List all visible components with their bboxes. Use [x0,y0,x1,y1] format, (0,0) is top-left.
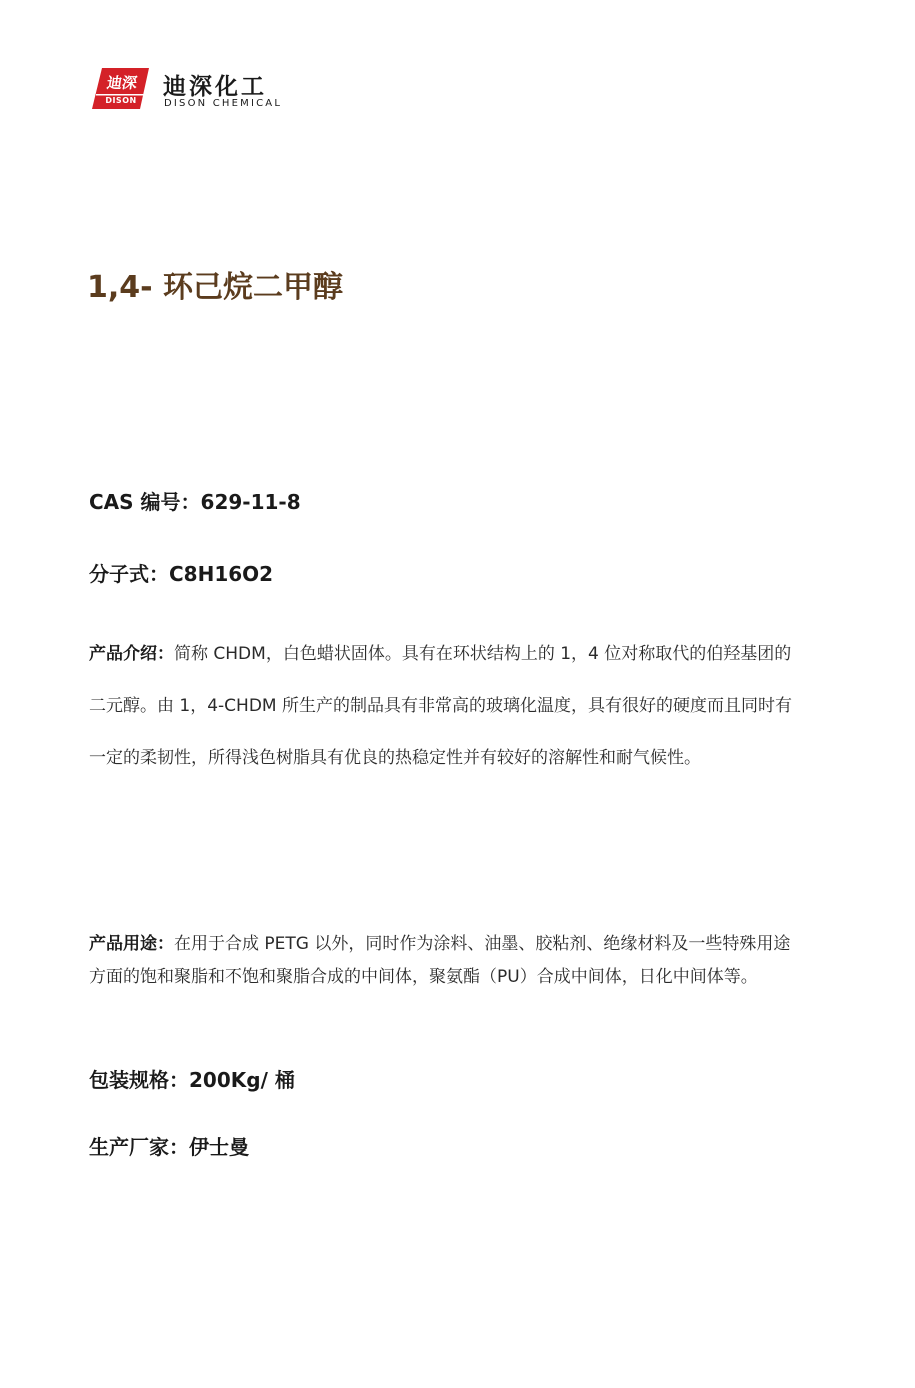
logo-company-name: 迪深化工 [163,74,267,100]
product-usage [89,928,801,994]
formula-field [89,558,273,587]
cas-number-field [89,486,301,515]
packaging-value: 200Kg/ 桶 [189,1068,295,1092]
logo-company-name-en: DISON CHEMICAL [164,98,283,109]
company-logo [92,68,292,110]
formula-value: C8H16O2 [169,562,274,586]
usage-label: 产品用途： [89,934,174,954]
logo-mark-icon [92,68,149,109]
usage-text: 在用于合成 PETG 以外，同时作为涂料、油墨、胶粘剂、绝缘材料及一些特殊用途方面的饱和聚脂和不饱和聚脂合成的中间体，聚氨酯（PU）合成中间体，日化中间体等。 [89,934,791,987]
intro-label: 产品介绍： [89,644,174,664]
formula-label: 分子式： [89,562,169,586]
cas-value: 629-11-8 [200,490,301,514]
packaging-field [89,1064,295,1093]
product-title: 1,4- 环己烷二甲醇 [87,270,344,305]
manufacturer-field [89,1131,249,1160]
product-intro [89,628,801,784]
manufacturer-label: 生产厂家： [89,1135,189,1159]
packaging-label: 包装规格： [89,1068,189,1092]
cas-label: CAS 编号： [89,490,201,514]
intro-text: 简称 CHDM，白色蜡状固体。具有在环状结构上的 1，4 位对称取代的伯羟基团的二元醇。由 1，4-CHDM 所生产的制品具有非常高的玻璃化温度，具有很好的硬度而且同时有一定的柔韧性，所得浅色树脂具有优良的热稳定性并有较好的溶解性和耐气候性。 [89,644,792,768]
logo-mark-subtext: DISON [105,96,137,105]
manufacturer-value: 伊士曼 [189,1135,249,1159]
logo-mark-text: 迪深 [105,74,139,92]
